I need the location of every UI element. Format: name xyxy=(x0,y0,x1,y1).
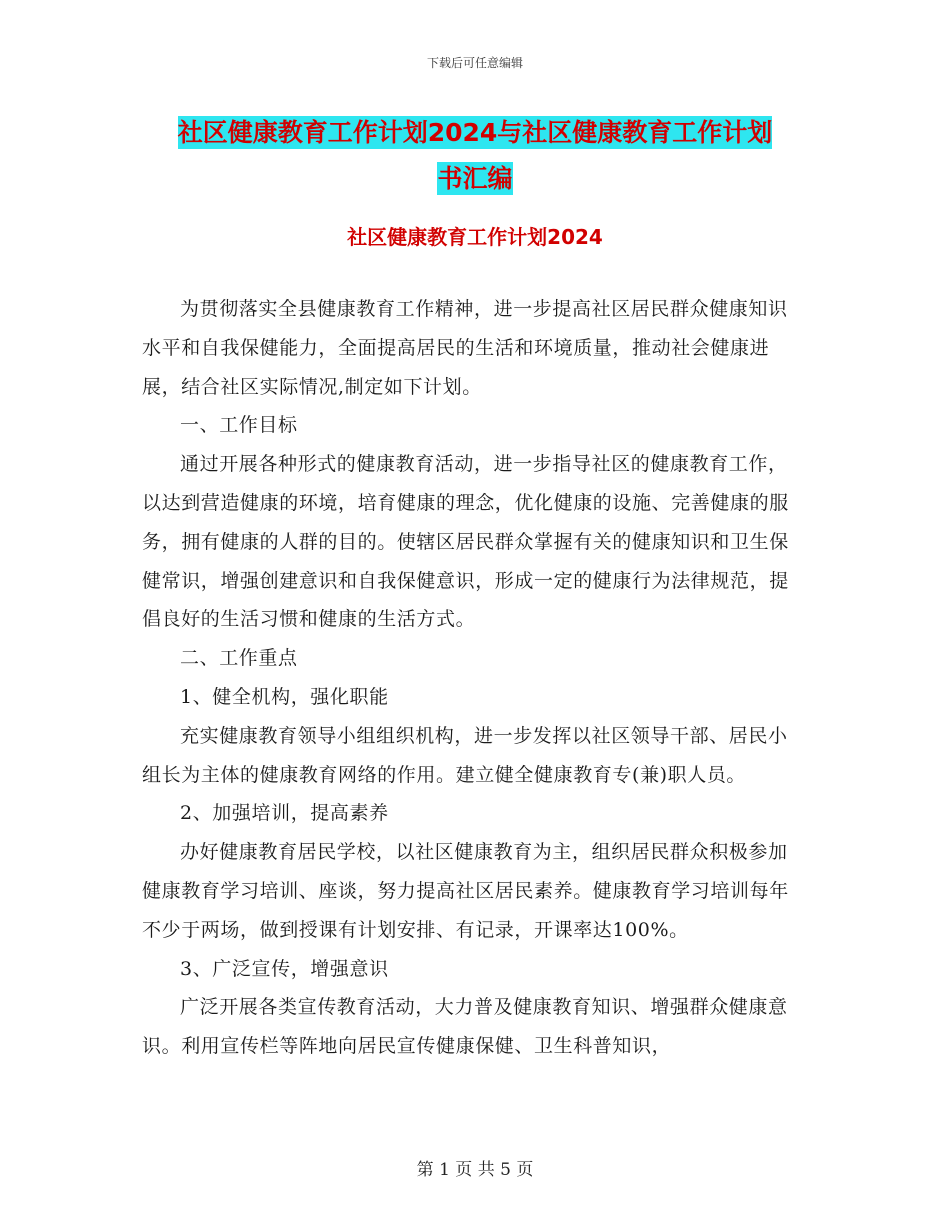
paragraph-training: 办好健康教育居民学校，以社区健康教育为主，组织居民群众积极参加健康教育学习培训、座谈，努力提高社区居民素养。健康教育学习培训每年不少于两场，做到授课有计划安排、有记录，开课率达100%。 xyxy=(142,841,789,941)
document-title xyxy=(140,110,810,202)
heading-goals: 一、工作目标 xyxy=(180,414,298,437)
subheading-publicity: 3、广泛宣传，增强意识 xyxy=(180,957,389,980)
heading-focus: 二、工作重点 xyxy=(180,647,298,670)
title-line-2: 书汇编 xyxy=(437,164,513,193)
title-line-1: 社区健康教育工作计划2024与社区健康教育工作计划 xyxy=(177,118,773,147)
paragraph-publicity: 广泛开展各类宣传教育活动，大力普及健康教育知识、增强群众健康意识。利用宣传栏等阵地向居民宣传健康保健、卫生科普知识， xyxy=(142,996,788,1058)
subheading-training: 2、加强培训，提高素养 xyxy=(180,802,389,825)
page-number: 第 1 页 共 5 页 xyxy=(416,1160,534,1180)
section-title: 社区健康教育工作计划2024 xyxy=(347,225,603,249)
document-body xyxy=(142,290,802,1066)
paragraph-goals: 通过开展各种形式的健康教育活动，进一步指导社区的健康教育工作，以达到营造健康的环境，培育健康的理念，优化健康的设施、完善健康的服务，拥有健康的人群的目的。使辖区居民群众掌握有关的健康知识和卫生保健常识，增强创建意识和自我保健意识，形成一定的健康行为法律规范，提倡良好的生活习惯和健康的生活方式。 xyxy=(142,453,789,631)
header-note: 下载后可任意编辑 xyxy=(426,56,523,70)
subheading-organization: 1、健全机构，强化职能 xyxy=(180,685,389,708)
paragraph-organization: 充实健康教育领导小组组织机构，进一步发挥以社区领导干部、居民小组长为主体的健康教育网络的作用。建立健全健康教育专(兼)职人员。 xyxy=(142,724,788,786)
paragraph-intro: 为贯彻落实全县健康教育工作精神，进一步提高社区居民群众健康知识水平和自我保健能力，全面提高居民的生活和环境质量，推动社会健康进展，结合社区实际情况,制定如下计划。 xyxy=(142,298,788,398)
